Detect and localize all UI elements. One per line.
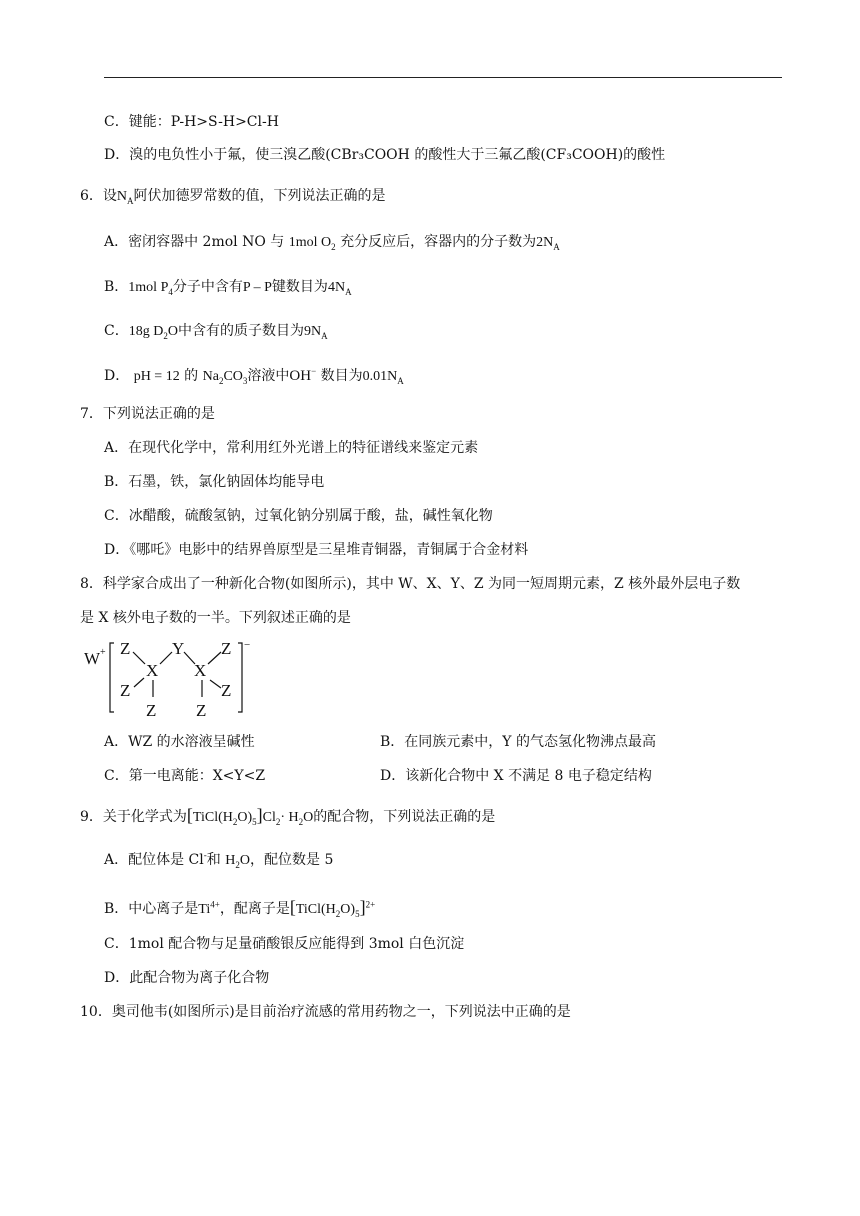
- q8-option-b: B．在同族元素中，Y 的气态氢化物沸点最高: [380, 734, 656, 750]
- q8-stem-line2: 是 X 核外电子数的一半。下列叙述正确的是: [80, 610, 351, 626]
- q7-stem: 7．下列说法正确的是: [80, 406, 215, 422]
- z-bottom-right: Z: [221, 681, 232, 700]
- q9-option-b: B．中心离子是$Ti^{4+}$，配离子是$[TiCl(H_2O)_5]^{2+}$: [104, 897, 376, 919]
- z-bottom-left2: Z: [146, 701, 157, 720]
- z-top-left: Z: [120, 640, 131, 658]
- q5-option-d: D．溴的电负性小于氟，使三溴乙酸(CBr₃COOH 的酸性大于三氟乙酸(CF₃COOH)的酸性: [104, 147, 666, 163]
- q5-option-c: C．键能：P-H>S-H>Cl-H: [104, 114, 279, 130]
- q7-option-b: B．石墨，铁，氯化钠固体均能导电: [104, 474, 325, 490]
- anion-charge: −: [244, 640, 251, 651]
- q6-stem: 6．设$N_A$阿伏加德罗常数的值，下列说法正确的是: [80, 188, 386, 206]
- z-top-right: Z: [221, 640, 232, 658]
- q8-stem-line1: 8．科学家合成出了一种新化合物(如图所示)，其中 W、X、Y、Z 为同一短周期元素，Z 核外最外层电子数: [80, 576, 741, 592]
- q9-stem: 9．关于化学式为$[TiCl(H_2O)_5]Cl_2\cdot H_2O$的配合物，下列说法正确的是: [80, 805, 496, 827]
- q9-option-a: A．配位体是 Cl-和 $H_2O$，配位数是 5: [104, 851, 334, 870]
- z-bottom-right2: Z: [196, 701, 207, 720]
- q7-option-d: D．《哪吒》电影中的结界兽原型是三星堆青铜器，青铜属于合金材料: [104, 542, 529, 558]
- q6-option-c: C．18g $D_2O$中含有的质子数目为$9N_A$: [104, 323, 328, 341]
- q7-option-a: A．在现代化学中，常利用红外光谱上的特征谱线来鉴定元素: [104, 440, 479, 456]
- q9-option-d: D．此配合物为离子化合物: [104, 970, 270, 986]
- w-label: W: [84, 649, 101, 668]
- q9-option-c: C．1mol 配合物与足量硝酸银反应能得到 3mol 白色沉淀: [104, 936, 465, 952]
- z-bottom-left: Z: [120, 681, 131, 700]
- q6-option-a: A．密闭容器中 2mol NO 与 1mol $O_2$ 充分反应后，容器内的分子数为$2N_A$: [104, 234, 560, 252]
- header-rule: [104, 77, 782, 78]
- x-left: X: [146, 661, 159, 680]
- q7-option-c: C．冰醋酸，硫酸氢钠，过氧化钠分别属于酸，盐，碱性氧化物: [104, 508, 493, 524]
- q8-option-d: D．该新化合物中 X 不满足 8 电子稳定结构: [380, 768, 652, 784]
- q8-option-a: A．WZ 的水溶液呈碱性: [104, 734, 255, 750]
- x-right: X: [194, 661, 207, 680]
- q8-option-c: C．第一电离能：X<Y<Z: [104, 768, 266, 784]
- w-charge: +: [100, 647, 106, 658]
- q8-structure-figure: [84, 640, 264, 720]
- q10-stem: 10．奥司他韦(如图所示)是目前治疗流感的常用药物之一，下列说法中正确的是: [80, 1004, 571, 1020]
- q6-option-b: B．1mol $P_4$分子中含有P – P键数目为$4N_A$: [104, 279, 352, 297]
- y-center: Y: [172, 640, 185, 658]
- q6-option-d: D． pH = 12 的 $Na_2CO_3$溶液中OH− 数目为$0.01N_A$: [104, 366, 404, 386]
